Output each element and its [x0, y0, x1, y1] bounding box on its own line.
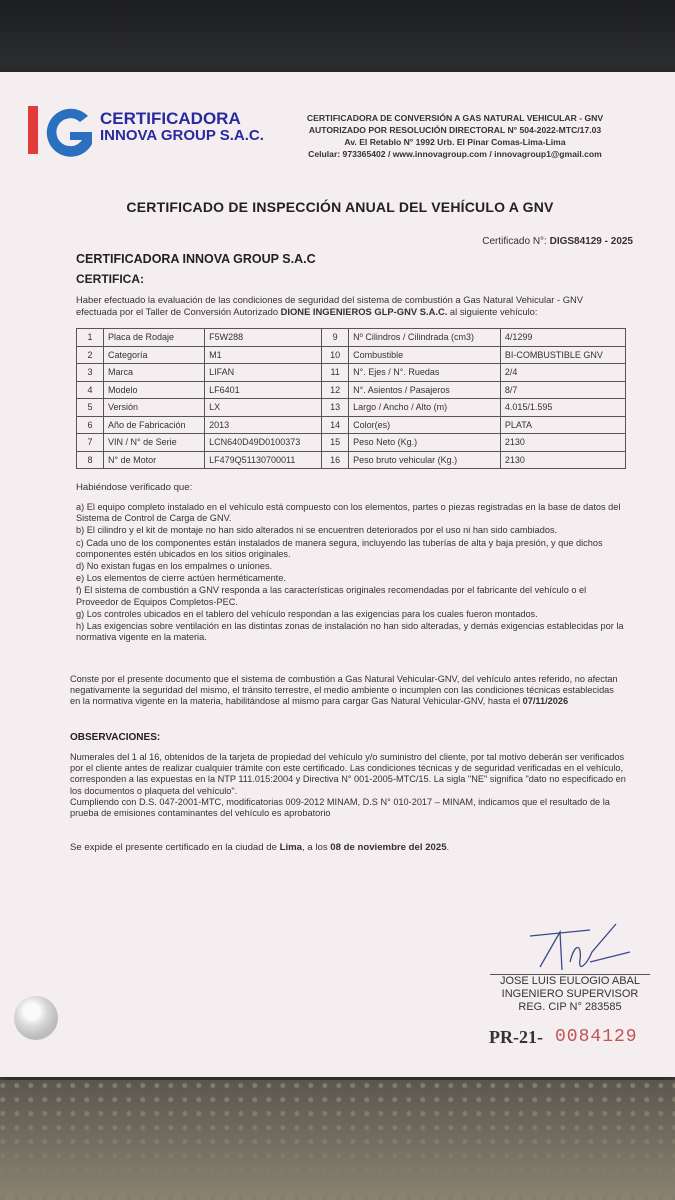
verified-intro: Habiéndose verificado que:: [76, 482, 193, 493]
observations-paragraph-2: Cumpliendo con D.S. 047-2001-MTC, modificatorias 009-2012 MINAM, D.S N° 010-2017 – MINAM, indicamos que el resultado de la prueba de emisiones contaminantes del vehículo es aprobatorio: [70, 796, 610, 819]
logo-line-1: CERTIFICADORA: [100, 109, 241, 128]
row-number: 3: [77, 364, 104, 382]
field-value: LX: [205, 399, 322, 417]
table-row: [77, 416, 626, 434]
verification-list: [76, 502, 626, 644]
list-item: c) Cada uno de los componentes están instalados de manera segura, incluyendo las tuberías de alta y baja presión, y que dichos componentes estén ubicados en los sitios originales.: [76, 537, 603, 559]
valid-until-date: 07/11/2026: [522, 696, 569, 707]
field-label: Marca: [104, 364, 205, 382]
field-value: LIFAN: [205, 364, 322, 382]
field-value: M1: [205, 346, 322, 364]
certifica-heading: CERTIFICA:: [76, 272, 144, 286]
table-row: [77, 399, 626, 417]
list-item: e) Los elementos de cierre actúen herméticamente.: [76, 573, 286, 584]
serial-prefix: PR-21-: [489, 1027, 543, 1047]
field-value: 2/4: [500, 364, 625, 382]
hologram-seal: [14, 996, 58, 1040]
workshop-name: DIONE INGENIEROS GLP-GNV S.A.C.: [280, 306, 448, 317]
observations-paragraph-1: Numerales del 1 al 16, obtenidos de la tarjeta de propiedad del vehículo y/o suministro del cliente, por tal motivo deberán ser verificados por el cliente antes de realizar cualquier trámite con este certificado. Las condiciones técnicas y de seguridad verificadas en el vehículo, corresponden a las expuestas en la NTP 111.015:2004 y Directiva N° 001-2005-MTC/15. La sigla "NE" significa "dato no especificado en los documentos o plaqueta del vehículo".: [70, 752, 626, 796]
serial-number: 0084129: [555, 1027, 638, 1047]
field-label: Placa de Rodaje: [104, 329, 205, 347]
conste-text: Conste por el presente documento que el sistema de combustión a Gas Natural Vehicular-GNV, del vehículo antes referido, no afectan negativamente la seguridad del mismo, el tránsito terrestre, el medio ambiente o incumplen con las condiciones técnicas establecidas en la normativa vigente en la materia, habilitándose al mismo para cargar Gas Natural Vehicular-GNV, hasta el: [70, 674, 618, 707]
header-info: [290, 112, 620, 160]
list-item: b) El cilindro y el kit de montaje no han sido alterados ni se encuentren deteriorados por el uso ni han sido cambiados.: [76, 525, 558, 536]
header-line-1: CERTIFICADORA DE CONVERSIÓN A GAS NATURAL VEHICULAR - GNV: [306, 113, 604, 123]
field-label: Color(es): [349, 416, 501, 434]
field-label: Versión: [104, 399, 205, 417]
header-line-4: Celular: 973365402 / www.innovagroup.com / innovagroup1@gmail.com: [308, 149, 602, 159]
intro-text-end: al siguiente vehículo:: [447, 306, 538, 317]
field-label: Peso bruto vehicular (Kg.): [349, 451, 501, 469]
header-line-2: AUTORIZADO POR RESOLUCIÓN DIRECTORAL N° 504-2022-MTC/17.03: [308, 125, 602, 135]
field-label: Peso Neto (Kg.): [349, 434, 501, 452]
row-number: 9: [322, 329, 349, 347]
list-item: f) El sistema de combustión a GNV responda a las características originales recomendadas por el fabricante del vehículo o el Proveedor de Equipos Completos-PEC.: [76, 585, 587, 607]
field-value: PLATA: [500, 416, 625, 434]
issue-text-end: .: [446, 842, 450, 853]
field-label: Categoría: [104, 346, 205, 364]
row-number: 5: [77, 399, 104, 417]
logo-line-2: INNOVA GROUP S.A.C.: [100, 126, 264, 144]
row-number: 11: [322, 364, 349, 382]
row-number: 2: [77, 346, 104, 364]
row-number: 13: [322, 399, 349, 417]
certificate-page: [0, 72, 675, 1077]
row-number: 8: [77, 451, 104, 469]
table-row: [77, 451, 626, 469]
row-number: 12: [322, 381, 349, 399]
signer-role: INGENIERO SUPERVISOR: [501, 988, 639, 1000]
document-title: CERTIFICADO DE INSPECCIÓN ANUAL DEL VEHÍCULO A GNV: [126, 199, 554, 215]
issue-text: Se expide el presente certificado en la ciudad de: [70, 842, 280, 853]
observations-text: [70, 752, 626, 819]
field-value: 4/1299: [500, 329, 625, 347]
company-name: CERTIFICADORA INNOVA GROUP S.A.C: [76, 252, 316, 266]
field-value: LF6401: [205, 381, 322, 399]
conste-paragraph: [70, 674, 626, 708]
signer-name: JOSE LUIS EULOGIO ABAL: [490, 974, 650, 988]
field-label: Nº Cilindros / Cilindrada (cm3): [349, 329, 501, 347]
row-number: 1: [77, 329, 104, 347]
list-item: d) No existan fugas en los empalmes o uniones.: [76, 561, 273, 572]
row-number: 14: [322, 416, 349, 434]
issue-date: 08 de noviembre del 2025: [330, 842, 447, 853]
table-row: [77, 346, 626, 364]
field-label: N° de Motor: [104, 451, 205, 469]
field-value: 2013: [205, 416, 322, 434]
field-label: Año de Fabricación: [104, 416, 205, 434]
field-label: N°. Asientos / Pasajeros: [349, 381, 501, 399]
field-value: 4.015/1.595: [500, 399, 625, 417]
logo-wordmark: [100, 110, 264, 144]
row-number: 6: [77, 416, 104, 434]
certificate-number: [482, 236, 633, 247]
issue-text-mid: , a los: [302, 842, 331, 853]
row-number: 4: [77, 381, 104, 399]
intro-text: Haber efectuado la evaluación de las condiciones de seguridad del sistema de combustión a Gas Natural Vehicular - GNV efectuada por el Taller de Conversión Autorizado: [76, 294, 584, 317]
field-value: BI-COMBUSTIBLE GNV: [500, 346, 625, 364]
row-number: 10: [322, 346, 349, 364]
vehicle-table: [76, 328, 626, 469]
list-item: a) El equipo completo instalado en el vehículo está compuesto con los elementos, partes o piezas registradas en la base de datos del Sistema de Control de Carga de GNV.: [76, 502, 621, 524]
signature: [520, 922, 640, 982]
field-value: F5W288: [205, 329, 322, 347]
row-number: 16: [322, 451, 349, 469]
list-item: g) Los controles ubicados en el tablero del vehículo respondan a las exigencias para los cuales fueron montados.: [76, 608, 538, 619]
field-value: LF479Q51130700011: [205, 451, 322, 469]
field-label: VIN / N° de Serie: [104, 434, 205, 452]
signer-block: [490, 974, 650, 1014]
certificate-number-label: Certificado N°:: [482, 236, 547, 247]
table-row: [77, 329, 626, 347]
row-number: 15: [322, 434, 349, 452]
field-label: N°. Ejes / N°. Ruedas: [349, 364, 501, 382]
certificate-number-value: DIGS84129 - 2025: [549, 236, 633, 247]
issue-city: Lima: [279, 842, 303, 853]
table-row: [77, 434, 626, 452]
field-value: 2130: [500, 434, 625, 452]
observations-heading: OBSERVACIONES:: [70, 732, 161, 743]
table-row: [77, 364, 626, 382]
header-line-3: Av. El Retablo N° 1992 Urb. El Pinar Comas-Lima-Lima: [344, 137, 566, 147]
table-row: [77, 381, 626, 399]
field-value: 2130: [500, 451, 625, 469]
signer-registration: REG. CIP N° 283585: [518, 1001, 622, 1013]
intro-paragraph: [76, 294, 626, 318]
field-value: 8/7: [500, 381, 625, 399]
field-label: Modelo: [104, 381, 205, 399]
field-label: Combustible: [349, 346, 501, 364]
list-item: h) Las exigencias sobre ventilación en las distintas zonas de instalación no han sido alteradas, y demás exigencias establecidas por la normativa vigente en la materia.: [76, 621, 624, 643]
issue-statement: [70, 842, 449, 853]
field-value: LCN640D49D0100373: [205, 434, 322, 452]
field-label: Largo / Ancho / Alto (m): [349, 399, 501, 417]
background-surface: [0, 1080, 675, 1200]
row-number: 7: [77, 434, 104, 452]
